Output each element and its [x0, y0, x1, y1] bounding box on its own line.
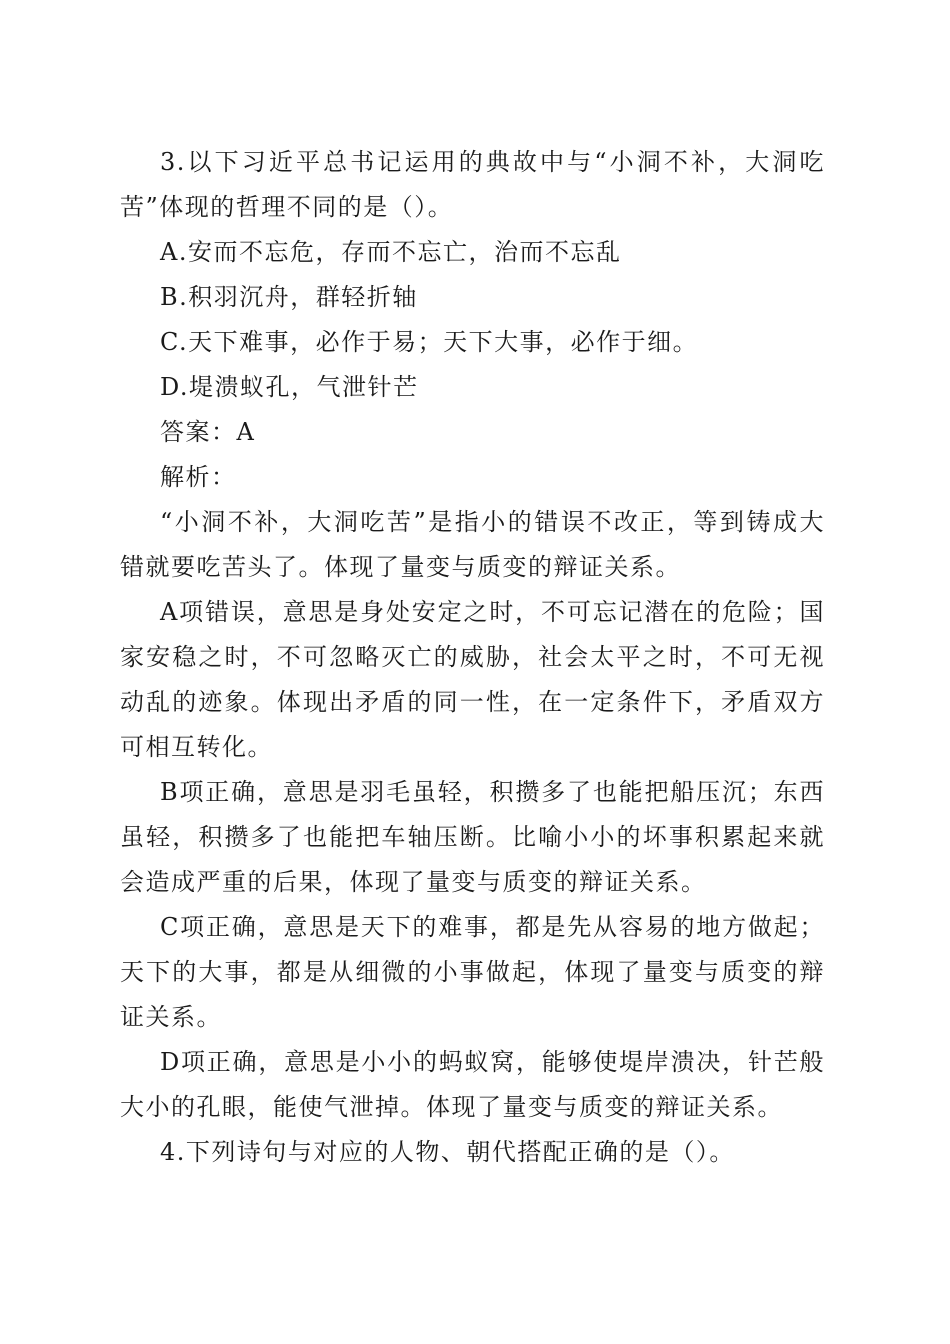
- analysis-paragraph-a: A项错误，意思是身处安定之时，不可忘记潜在的危险；国家安稳之时，不可忽略灭亡的威胁，社会太平之时，不可无视动乱的迹象。体现出矛盾的同一性，在一定条件下，矛盾双方可相互转化。: [120, 598, 825, 761]
- analysis-paragraph-b: B项正确，意思是羽毛虽轻，积攒多了也能把船压沉；东西虽轻，积攒多了也能把车轴压断。比喻小小的坏事积累起来就会造成严重的后果，体现了量变与质变的辩证关系。: [120, 778, 825, 896]
- question-3-analysis-label: 解析：: [160, 463, 237, 491]
- question-3-option-b: B.积羽沉舟，群轻折轴: [160, 283, 418, 311]
- analysis-paragraph-intro: “小洞不补，大洞吃苦”是指小的错误不改正，等到铸成大错就要吃苦头了。体现了量变与质变的辩证关系。: [120, 508, 825, 581]
- question-3-answer: 答案：A: [160, 418, 256, 446]
- question-3-stem: 3.以下习近平总书记运用的典故中与“小洞不补，大洞吃苦”体现的哲理不同的是（）。: [120, 148, 825, 221]
- question-3-option-c: C.天下难事，必作于易；天下大事，必作于细。: [160, 328, 699, 356]
- analysis-paragraph-d: D项正确，意思是小小的蚂蚁窝，能够使堤岸溃决，针芒般大小的孔眼，能使气泄掉。体现了量变与质变的辩证关系。: [120, 1048, 825, 1121]
- question-3-option-a: A.安而不忘危，存而不忘亡，治而不忘乱: [160, 238, 622, 266]
- document-page: [120, 140, 825, 1175]
- analysis-paragraph-c: C项正确，意思是天下的难事，都是先从容易的地方做起；天下的大事，都是从细微的小事做起，体现了量变与质变的辩证关系。: [120, 913, 825, 1031]
- question-3-option-d: D.堤溃蚁孔，气泄针芒: [160, 373, 419, 401]
- question-4-stem: 4.下列诗句与对应的人物、朝代搭配正确的是（）。: [160, 1138, 735, 1166]
